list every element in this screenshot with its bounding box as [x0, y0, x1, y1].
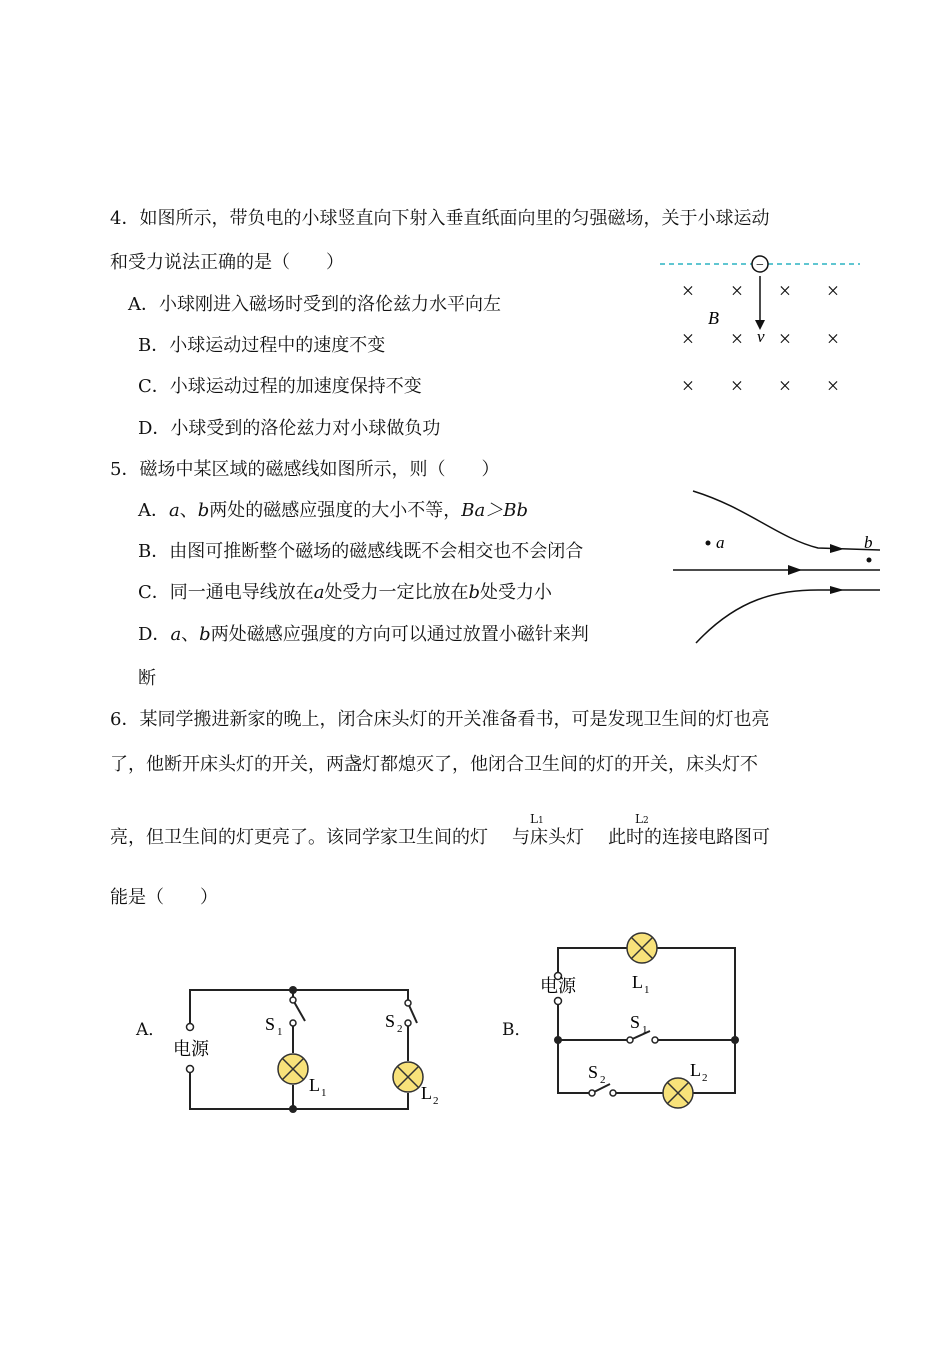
field-cross: ×	[826, 373, 840, 398]
field-cross: ×	[778, 278, 792, 303]
field-cross: ×	[681, 326, 695, 351]
q6-symbol-l1: L1	[530, 812, 544, 826]
q4-option-c: C．小球运动过程的加速度保持不变	[138, 376, 422, 397]
field-cross: ×	[730, 326, 744, 351]
field-cross: ×	[826, 326, 840, 351]
label-a: a	[716, 533, 725, 552]
point-b	[867, 558, 872, 563]
svg-text:−: −	[756, 258, 764, 273]
svg-text:1: 1	[321, 1087, 327, 1099]
circuit-b-l2-label: L	[690, 1060, 701, 1080]
field-cross: ×	[730, 373, 744, 398]
q4-option-a: A．小球刚进入磁场时受到的洛伦兹力水平向左	[128, 294, 501, 315]
lamp-l2-icon	[663, 1078, 693, 1108]
field-cross: ×	[681, 373, 695, 398]
field-cross: ×	[826, 278, 840, 303]
q4-magnetic-field-figure	[655, 248, 870, 398]
q5-field-lines-figure	[668, 488, 890, 646]
q5-option-a: A．a、b两处的磁感应强度的大小不等，Ba＞Bb	[138, 500, 528, 521]
svg-text:1: 1	[277, 1026, 283, 1038]
q5-option-d-wrap: 断	[138, 668, 156, 689]
svg-text:2: 2	[702, 1072, 708, 1084]
field-cross: ×	[778, 326, 792, 351]
q5-option-d: D．a、b两处磁感应强度的方向可以通过放置小磁针来判	[138, 624, 589, 645]
circuit-b-option-label: B．	[502, 1020, 532, 1040]
circuit-a-s2-label: S	[385, 1011, 396, 1031]
lamp-l1-icon	[278, 1054, 308, 1084]
field-cross: ×	[681, 278, 695, 303]
velocity-label: v	[757, 327, 765, 346]
circuit-b-s1-label: S	[630, 1012, 641, 1032]
q6-line1: 6．某同学搬进新家的晚上，闭合床头灯的开关准备看书，可是发现卫生间的灯也亮	[110, 709, 770, 730]
lamp-l2-icon	[393, 1062, 423, 1092]
circuit-b-source-label: 电源	[540, 976, 576, 996]
circuit-a-option-label: A．	[136, 1020, 166, 1040]
q4-stem-line2: 和受力说法正确的是（ ）	[110, 252, 344, 273]
point-a	[706, 541, 711, 546]
circuit-a-s1-label: S	[265, 1014, 276, 1034]
q5-option-b: B．由图可推断整个磁场的磁感线既不会相交也不会闭合	[138, 541, 584, 562]
q5-stem: 5．磁场中某区域的磁感线如图所示，则（ ）	[110, 459, 500, 480]
circuit-a-l1-label: L	[309, 1075, 320, 1095]
circuit-b-s2-label: S	[588, 1062, 599, 1082]
circuit-a-diagram	[165, 975, 455, 1120]
circuit-b-l1-label: L	[632, 972, 643, 992]
field-line-bottom	[696, 590, 880, 643]
svg-text:1: 1	[642, 1024, 648, 1036]
q4-option-d: D．小球受到的洛伦兹力对小球做负功	[138, 418, 441, 439]
svg-text:1: 1	[644, 984, 650, 996]
field-cross: ×	[730, 278, 744, 303]
q4-stem-line1: 4．如图所示，带负电的小球竖直向下射入垂直纸面向里的匀强磁场，关于小球运动	[110, 208, 770, 229]
svg-text:2: 2	[600, 1074, 606, 1086]
q6-line4: 能是（ ）	[110, 887, 218, 908]
q6-symbol-l2: L2	[635, 812, 649, 826]
circuit-a-l2-label: L	[421, 1083, 432, 1103]
q5-option-c: C．同一通电导线放在a处受力一定比放在b处受力小	[138, 582, 553, 603]
circuit-b-diagram	[530, 928, 760, 1118]
q6-line3: 亮，但卫生间的灯更亮了。该同学家卫生间的灯 与床头灯 此时的连接电路图可	[110, 827, 770, 848]
q6-line2: 了，他断开床头灯的开关，两盏灯都熄灭了，他闭合卫生间的灯的开关，床头灯不	[110, 754, 758, 775]
label-b: b	[864, 533, 873, 552]
svg-text:2: 2	[433, 1095, 439, 1107]
svg-text:2: 2	[397, 1023, 403, 1035]
lamp-l1-icon	[627, 933, 657, 963]
q4-option-b: B．小球运动过程中的速度不变	[138, 335, 386, 356]
field-label-b: B	[708, 308, 719, 328]
circuit-a-source-label: 电源	[173, 1039, 209, 1059]
field-cross: ×	[778, 373, 792, 398]
